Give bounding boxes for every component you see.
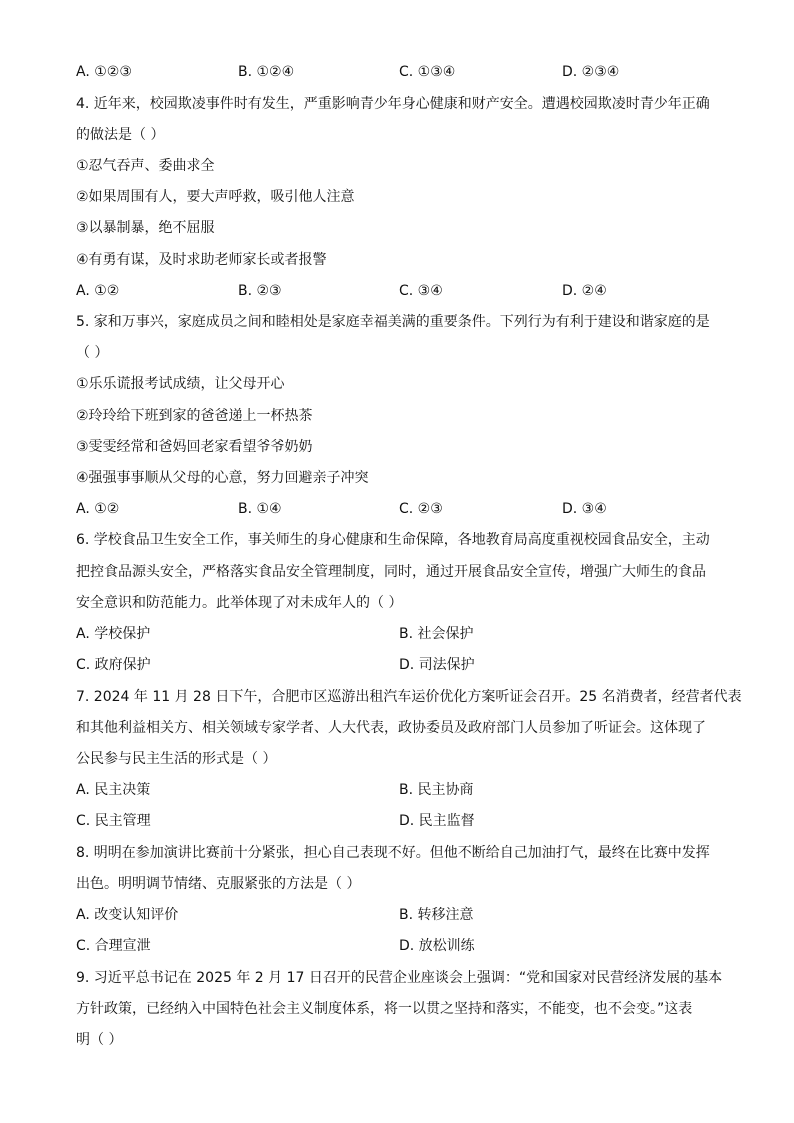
q6-option-a[interactable]: A. 学校保护: [76, 626, 151, 642]
q8-option-a[interactable]: A. 改变认知评价: [76, 907, 179, 923]
q5-option-b[interactable]: B. ①④: [238, 501, 282, 517]
q9-stem-line1: 9. 习近平总书记在 2025 年 2 月 17 日召开的民营企业座谈会上强调：“党和国家对民营经济发展的基本: [76, 970, 723, 986]
q8-option-b[interactable]: B. 转移注意: [399, 907, 474, 923]
q7-option-c[interactable]: C. 民主管理: [76, 813, 151, 829]
q6-stem-line1: 6. 学校食品卫生安全工作，事关师生的身心健康和生命保障，各地教育局高度重视校园食品安全，主动: [76, 532, 710, 548]
q4-option-d[interactable]: D. ②④: [562, 283, 607, 299]
q8-option-c[interactable]: C. 合理宣泄: [76, 938, 151, 954]
q4-item-4: ④有勇有谋，及时求助老师家长或者报警: [76, 252, 327, 268]
q6-option-b[interactable]: B. 社会保护: [399, 626, 474, 642]
q3-option-a[interactable]: A. ①②③: [76, 64, 132, 80]
q6-option-d[interactable]: D. 司法保护: [399, 657, 475, 673]
q8-stem-line1: 8. 明明在参加演讲比赛前十分紧张，担心自己表现不好。但他不断给自己加油打气，最终在比赛中发挥: [76, 845, 710, 861]
q5-stem-line2: （ ）: [76, 345, 109, 361]
q4-stem-line1: 4. 近年来，校园欺凌事件时有发生，严重影响青少年身心健康和财产安全。遭遇校园欺凌时青少年正确: [76, 96, 710, 112]
q5-option-d[interactable]: D. ③④: [562, 501, 607, 517]
q4-item-1: ①忍气吞声、委曲求全: [76, 158, 215, 174]
q4-item-2: ②如果周围有人，要大声呼救，吸引他人注意: [76, 189, 355, 205]
q4-option-b[interactable]: B. ②③: [238, 283, 282, 299]
q4-item-3: ③以暴制暴，绝不屈服: [76, 220, 215, 236]
q8-option-d[interactable]: D. 放松训练: [399, 938, 475, 954]
q6-stem-line2: 把控食品源头安全，严格落实食品安全管理制度，同时，通过开展食品安全宣传，增强广大师生的食品: [76, 564, 706, 580]
q4-option-a[interactable]: A. ①②: [76, 283, 120, 299]
q7-stem-line1: 7. 2024 年 11 月 28 日下午，合肥市区巡游出租汽车运价优化方案听证会召开。25 名消费者，经营者代表: [76, 689, 742, 705]
q3-option-b[interactable]: B. ①②④: [238, 64, 295, 80]
q7-option-d[interactable]: D. 民主监督: [399, 813, 475, 829]
q5-item-1: ①乐乐谎报考试成绩，让父母开心: [76, 376, 285, 392]
q7-option-b[interactable]: B. 民主协商: [399, 782, 474, 798]
q5-item-4: ④强强事事顺从父母的心意，努力回避亲子冲突: [76, 470, 369, 486]
q3-option-c[interactable]: C. ①③④: [399, 64, 456, 80]
q9-stem-line2: 方针政策，已经纳入中国特色社会主义制度体系，将一以贯之坚持和落实，不能变，也不会变。”这表: [76, 1001, 693, 1017]
q4-stem-line2: 的做法是（ ）: [76, 127, 165, 143]
q5-stem-line1: 5. 家和万事兴，家庭成员之间和睦相处是家庭幸福美满的重要条件。下列行为有利于建设和谐家庭的是: [76, 314, 710, 330]
q6-option-c[interactable]: C. 政府保护: [76, 657, 151, 673]
q7-stem-line3: 公民参与民主生活的形式是（ ）: [76, 751, 277, 767]
q5-item-2: ②玲玲给下班到家的爸爸递上一杯热茶: [76, 408, 313, 424]
q8-stem-line2: 出色。明明调节情绪、克服紧张的方法是（ ）: [76, 876, 361, 892]
q9-stem-line3: 明（ ）: [76, 1032, 123, 1048]
q4-option-c[interactable]: C. ③④: [399, 283, 443, 299]
q5-option-a[interactable]: A. ①②: [76, 501, 120, 517]
q3-option-d[interactable]: D. ②③④: [562, 64, 620, 80]
q5-option-c[interactable]: C. ②③: [399, 501, 443, 517]
q5-item-3: ③雯雯经常和爸妈回老家看望爷爷奶奶: [76, 439, 313, 455]
q7-option-a[interactable]: A. 民主决策: [76, 782, 151, 798]
q6-stem-line3: 安全意识和防范能力。此举体现了对未成年人的（ ）: [76, 595, 403, 611]
q7-stem-line2: 和其他利益相关方、相关领域专家学者、人大代表，政协委员及政府部门人员参加了听证会。这体现了: [76, 720, 706, 736]
